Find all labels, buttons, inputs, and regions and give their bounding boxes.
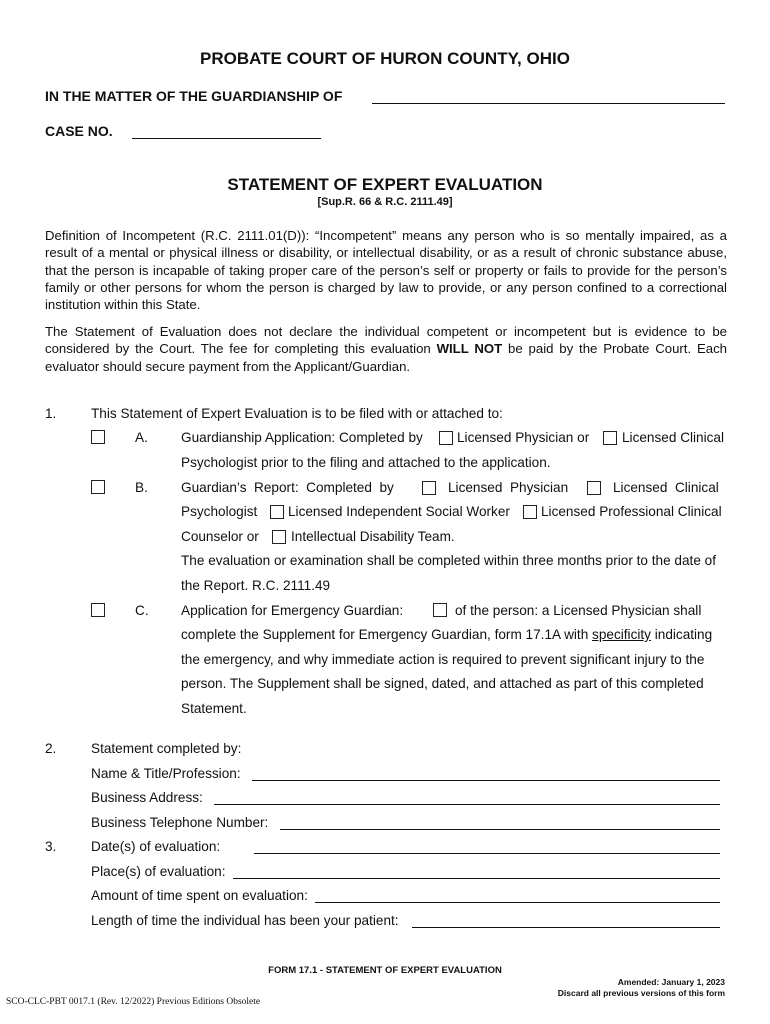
- evaluation-dates-field[interactable]: [254, 853, 720, 854]
- option-a-physician-label: Licensed Physician or: [457, 430, 590, 445]
- option-b-disability-team-checkbox[interactable]: [272, 530, 286, 544]
- option-c-line2-post: indicating: [650, 627, 713, 642]
- name-title-label: Name & Title/Profession:: [91, 766, 241, 781]
- section2-number: 2.: [45, 741, 57, 756]
- definition-paragraph: Definition of Incompetent (R.C. 2111.01(D)): “Incompetent” means any person who is so mentally impaired, as a result of a mental or physical illness or disability, or intellectual disability, or as a result of chronic substance abuse, that the person is incapable of taking proper care of the person’s self or property or fails to provide for the person’s family or other persons for whom the person is charged by law to provide, or any person confined to a correctional institution within this State.: [45, 228, 727, 313]
- evaluation-time-label: Amount of time spent on evaluation:: [91, 888, 308, 903]
- footer-amended: Amended: January 1, 2023: [617, 977, 725, 987]
- evaluation-places-field[interactable]: [233, 878, 720, 879]
- option-b-line3-prefix: Counselor or: [181, 529, 259, 544]
- option-c-specificity: specificity: [592, 627, 651, 642]
- option-c-letter: C.: [135, 603, 149, 618]
- option-b-physician-label: Licensed Physician: [448, 480, 569, 495]
- option-b-psychologist-label: Licensed Clinical: [613, 480, 719, 495]
- option-b-social-worker-label: Licensed Independent Social Worker: [288, 504, 510, 519]
- option-c-person-checkbox[interactable]: [433, 603, 447, 617]
- option-c-line3: the emergency, and why immediate action is required to prevent significant injury to the: [181, 652, 705, 667]
- matter-label: IN THE MATTER OF THE GUARDIANSHIP OF: [45, 88, 343, 104]
- footer-discard: Discard all previous versions of this form: [557, 988, 725, 998]
- case-label: CASE NO.: [45, 123, 113, 139]
- option-b-counselor-checkbox[interactable]: [523, 505, 537, 519]
- option-a-physician-checkbox[interactable]: [439, 431, 453, 445]
- business-phone-field[interactable]: [280, 829, 720, 830]
- footer-form-name: FORM 17.1 - STATEMENT OF EXPERT EVALUATION: [268, 965, 502, 976]
- evaluation-dates-label: Date(s) of evaluation:: [91, 839, 221, 854]
- statement-paragraph: [45, 323, 727, 375]
- evaluation-places-label: Place(s) of evaluation:: [91, 864, 226, 879]
- option-c-person-label: of the person: a Licensed Physician shall: [455, 603, 702, 618]
- option-c-line2: [181, 627, 712, 642]
- option-b-disability-team-label: Intellectual Disability Team.: [291, 529, 455, 544]
- option-a-line2: Psychologist prior to the filing and attached to the application.: [181, 455, 551, 470]
- business-phone-label: Business Telephone Number:: [91, 815, 269, 830]
- patient-length-label: Length of time the individual has been your patient:: [91, 913, 399, 928]
- option-c-line5: Statement.: [181, 701, 247, 716]
- option-c-line2-pre: complete the Supplement for Emergency Guardian, form 17.1A with: [181, 627, 593, 642]
- statement-bold: WILL NOT: [436, 341, 503, 357]
- option-b-line2-prefix: Psychologist: [181, 504, 258, 519]
- option-b-text: Guardian’s Report: Completed by: [181, 480, 394, 495]
- option-a-letter: A.: [135, 430, 148, 445]
- footer-form-code: SCO-CLC-PBT 0017.1 (Rev. 12/2022) Previous Editions Obsolete: [6, 997, 261, 1007]
- section3-number: 3.: [45, 839, 57, 854]
- option-b-psychologist-checkbox[interactable]: [587, 481, 601, 495]
- statement-part1: The Statement of Evaluation does not declare the individual competent or incompetent but is evidence to be considered by the Court. The fee for completing this evaluation: [45, 324, 727, 357]
- court-title: PROBATE COURT OF HURON COUNTY, OHIO: [200, 49, 570, 68]
- business-address-label: Business Address:: [91, 790, 203, 805]
- option-b-counselor-label: Licensed Professional Clinical: [541, 504, 722, 519]
- option-c-line4: person. The Supplement shall be signed, dated, and attached as part of this completed: [181, 676, 704, 691]
- section2-intro: Statement completed by:: [91, 741, 242, 756]
- option-b-social-worker-checkbox[interactable]: [270, 505, 284, 519]
- business-address-field[interactable]: [214, 804, 720, 805]
- section1-number: 1.: [45, 406, 57, 421]
- option-b-checkbox[interactable]: [91, 480, 105, 494]
- form-title: STATEMENT OF EXPERT EVALUATION: [227, 175, 543, 194]
- option-a-psychologist-label: Licensed Clinical: [622, 430, 725, 445]
- option-c-checkbox[interactable]: [91, 603, 105, 617]
- option-c-text: Application for Emergency Guardian:: [181, 603, 404, 618]
- option-a-text: Guardianship Application: Completed by: [181, 430, 423, 445]
- patient-length-field[interactable]: [412, 927, 720, 928]
- option-a-checkbox[interactable]: [91, 430, 105, 444]
- section1-intro: This Statement of Expert Evaluation is to be filed with or attached to:: [91, 406, 503, 421]
- guardianship-name-field[interactable]: [372, 103, 725, 104]
- option-b-physician-checkbox[interactable]: [422, 481, 436, 495]
- evaluation-time-field[interactable]: [315, 902, 720, 903]
- name-title-field[interactable]: [252, 780, 720, 781]
- option-b-letter: B.: [135, 480, 148, 495]
- form-citation: [Sup.R. 66 & R.C. 2111.49]: [317, 196, 453, 208]
- statement-part2: be paid by the Probate Court. Each evaluator should secure payment from the Applicant/Guardian.: [45, 341, 728, 374]
- option-b-line5: the Report. R.C. 2111.49: [181, 578, 331, 593]
- case-number-field[interactable]: [132, 138, 321, 139]
- option-a-psychologist-checkbox[interactable]: [603, 431, 617, 445]
- option-b-line4: The evaluation or examination shall be completed within three months prior to the date of: [181, 553, 716, 568]
